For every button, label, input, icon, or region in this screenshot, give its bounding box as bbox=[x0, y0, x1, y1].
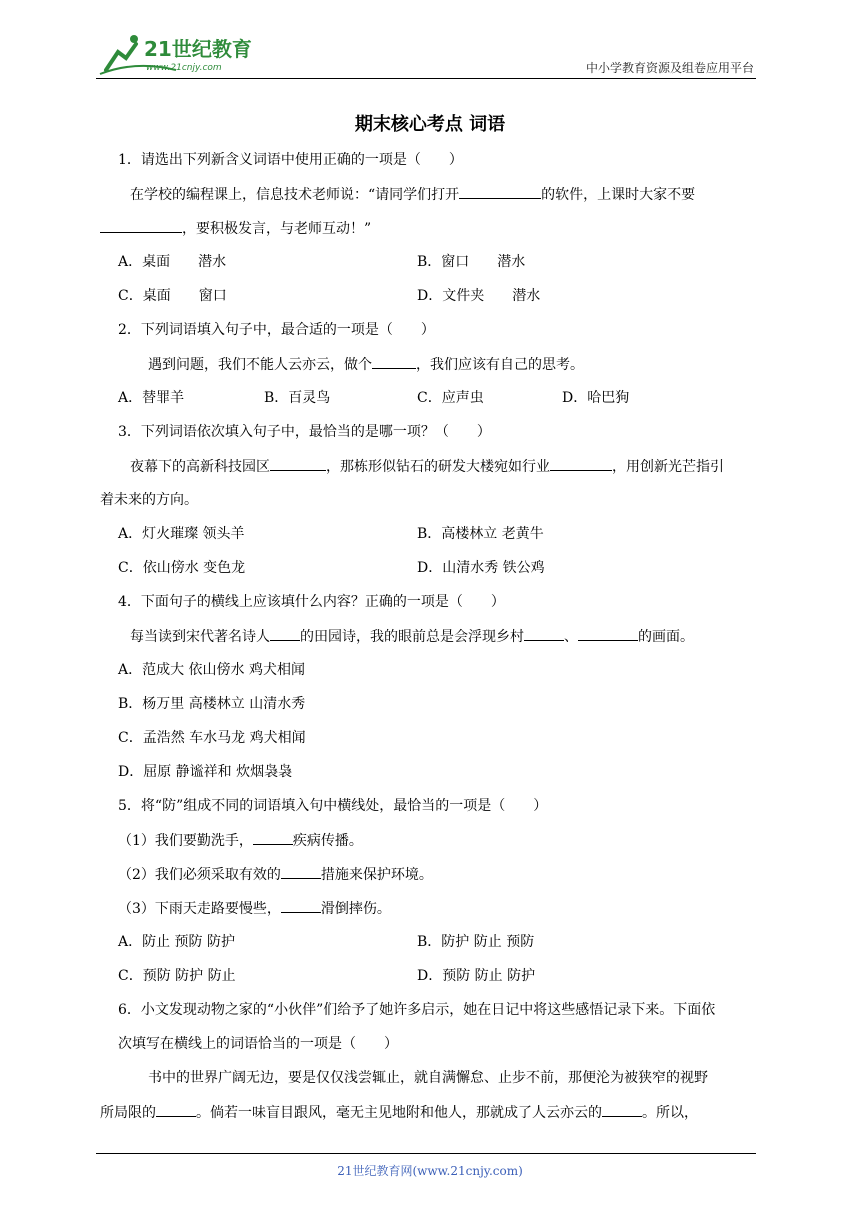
question-5-sentence-3: （3）下雨天走路要慢些， 滑倒摔伤。 bbox=[118, 898, 391, 919]
question-3-passage: 夜幕下的高新科技园区 ，那栋形似钻石的研发大楼宛如行业 ，用创新光芒指引 bbox=[130, 456, 724, 477]
answer-blank bbox=[100, 218, 182, 233]
question-5-stem: 5．将“防”组成不同的词语填入句中横线处，最恰当的一项是（ ） bbox=[118, 798, 548, 814]
question-3-option-a: A．灯火璀璨 领头羊 bbox=[118, 526, 245, 542]
answer-blank bbox=[270, 456, 326, 471]
answer-blank bbox=[270, 626, 300, 641]
question-5-sentence-2: （2）我们必须采取有效的 措施来保护环境。 bbox=[118, 864, 433, 885]
question-6-stem-cont: 次填写在横线上的词语恰当的一项是（ ） bbox=[118, 1036, 398, 1052]
footer-divider bbox=[96, 1153, 756, 1154]
question-2-option-d: D．哈巴狗 bbox=[562, 390, 630, 406]
answer-blank bbox=[550, 456, 612, 471]
question-2-passage: 遇到问题，我们不能人云亦云，做个 ，我们应该有自己的思考。 bbox=[148, 354, 584, 375]
answer-blank bbox=[253, 830, 293, 845]
question-6-passage: 书中的世界广阔无边，要是仅仅浅尝辄止，就自满懈怠、止步不前，那便沦为被狭窄的视野 bbox=[148, 1070, 708, 1086]
question-1-passage-cont: ，要积极发言，与老师互动！” bbox=[100, 218, 371, 239]
answer-blank bbox=[602, 1102, 642, 1117]
question-2-option-c: C．应声虫 bbox=[417, 390, 484, 406]
question-5-sentence-1: （1）我们要勤洗手， 疾病传播。 bbox=[118, 830, 363, 851]
question-6-stem: 6．小文发现动物之家的“小伙伴”们给予了她许多启示，她在日记中将这些感悟记录下来。下面依 bbox=[118, 1002, 716, 1018]
question-3-passage-cont: 着未来的方向。 bbox=[100, 492, 198, 508]
answer-blank bbox=[281, 864, 321, 879]
question-1-stem: 1．请选出下列新含义词语中使用正确的一项是（ ） bbox=[118, 152, 463, 168]
question-2-option-b: B．百灵鸟 bbox=[264, 390, 331, 406]
question-1-option-c: C．桌面 窗口 bbox=[118, 288, 227, 304]
question-5-option-a: A．防止 预防 防护 bbox=[118, 934, 236, 950]
question-4-stem: 4．下面句子的横线上应该填什么内容？正确的一项是（ ） bbox=[118, 594, 505, 610]
answer-blank bbox=[281, 898, 321, 913]
question-4-option-d: D．屈原 静谧祥和 炊烟袅袅 bbox=[118, 764, 293, 780]
answer-blank bbox=[524, 626, 564, 641]
question-3-option-c: C．依山傍水 变色龙 bbox=[118, 560, 246, 576]
question-3-option-d: D．山清水秀 铁公鸡 bbox=[417, 560, 545, 576]
site-name: 中小学教育资源及组卷应用平台 bbox=[585, 61, 754, 75]
question-5-option-c: C．预防 防护 防止 bbox=[118, 968, 236, 984]
question-2-option-a: A．替罪羊 bbox=[118, 390, 185, 406]
question-1-option-b: B．窗口 潜水 bbox=[417, 254, 526, 270]
question-3-stem: 3．下列词语依次填入句子中，最恰当的是哪一项？（ ） bbox=[118, 424, 491, 440]
question-4-passage: 每当读到宋代著名诗人 的田园诗，我的眼前总是会浮现乡村 、 的画面。 bbox=[130, 626, 694, 647]
question-4-option-b: B．杨万里 高楼林立 山清水秀 bbox=[118, 696, 306, 712]
logo-url: www.21cnjy.com bbox=[146, 63, 222, 73]
answer-blank bbox=[156, 1102, 196, 1117]
footer-link[interactable]: 21世纪教育网(www.21cnjy.com) bbox=[337, 1164, 523, 1178]
logo bbox=[96, 30, 266, 76]
answer-blank bbox=[459, 184, 541, 199]
question-1-option-d: D．文件夹 潜水 bbox=[417, 288, 541, 304]
question-3-option-b: B．高楼林立 老黄牛 bbox=[417, 526, 544, 542]
page-title: 期末核心考点 词语 bbox=[354, 114, 506, 135]
answer-blank bbox=[372, 354, 416, 369]
question-2-stem: 2．下列词语填入句子中，最合适的一项是（ ） bbox=[118, 322, 435, 338]
logo-text: 21世纪教育 bbox=[144, 37, 252, 61]
question-1-option-a: A．桌面 潜水 bbox=[118, 254, 227, 270]
answer-blank bbox=[578, 626, 638, 641]
question-1-passage: 在学校的编程课上，信息技术老师说：“请同学们打开 的软件，上课时大家不要 bbox=[130, 184, 695, 205]
question-4-option-a: A．范成大 依山傍水 鸡犬相闻 bbox=[118, 662, 306, 678]
page-header bbox=[96, 30, 756, 79]
question-6-passage-cont: 所局限的 。倘若一味盲目跟风，毫无主见地附和他人，那就成了人云亦云的 。所以， bbox=[100, 1102, 698, 1123]
question-5-option-d: D．预防 防止 防护 bbox=[417, 968, 536, 984]
question-5-option-b: B．防护 防止 预防 bbox=[417, 934, 535, 950]
question-4-option-c: C．孟浩然 车水马龙 鸡犬相闻 bbox=[118, 730, 306, 746]
